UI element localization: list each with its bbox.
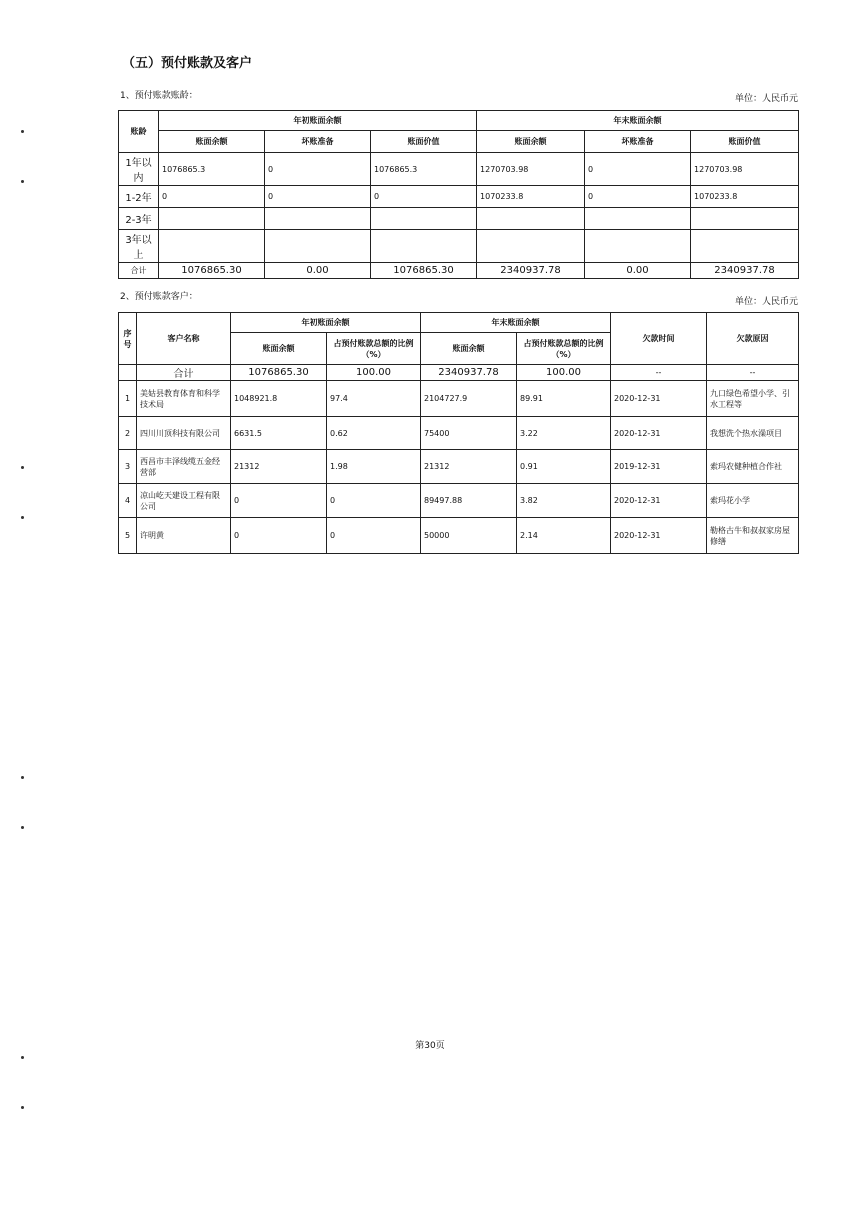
cell: --	[707, 365, 799, 381]
cell: 2020-12-31	[611, 484, 707, 518]
cell: 3.22	[517, 417, 611, 450]
cell: 2104727.9	[421, 381, 517, 417]
header-owe-reason: 欠款原因	[707, 313, 799, 365]
cell: 97.4	[327, 381, 421, 417]
header-end-group: 年末账面余额	[421, 313, 611, 333]
cell: 1048921.8	[231, 381, 327, 417]
section-title: （五）预付账款及客户	[122, 56, 253, 71]
cell	[371, 208, 477, 230]
cell: 2020-12-31	[611, 518, 707, 554]
cell	[691, 208, 799, 230]
cell: 0.00	[265, 263, 371, 279]
cell: 2340937.78	[421, 365, 517, 381]
cell: 2340937.78	[691, 263, 799, 279]
part2-unit: 单位：人民币元	[734, 297, 798, 307]
header-owe-time: 欠款时间	[611, 313, 707, 365]
table-row	[119, 518, 799, 554]
cell: 0	[327, 484, 421, 518]
customer-name: 西昌市丰泽线缆五金经营部	[137, 450, 231, 484]
binding-hole	[21, 180, 24, 183]
row-age: 1-2年	[119, 186, 159, 208]
cell: 50000	[421, 518, 517, 554]
cell	[159, 230, 265, 263]
part2-subtitle: 2、预付账款客户：	[120, 292, 198, 302]
cell	[159, 208, 265, 230]
binding-hole	[21, 776, 24, 779]
total-row	[119, 365, 799, 381]
cell: 0	[265, 153, 371, 186]
cell: 2020-12-31	[611, 381, 707, 417]
cell: 1070233.8	[691, 186, 799, 208]
part1-unit: 单位：人民币元	[734, 94, 798, 104]
table-row	[119, 484, 799, 518]
table-row	[119, 230, 799, 263]
cell	[265, 230, 371, 263]
row-seq: 5	[119, 518, 137, 554]
customer-name: 凉山屹天建设工程有限公司	[137, 484, 231, 518]
cell	[691, 230, 799, 263]
page-number: 第30页	[415, 1041, 445, 1051]
aging-table	[118, 110, 799, 279]
total-label: 合计	[137, 365, 231, 381]
col-header: 占预付账款总额的比例（%）	[517, 333, 611, 365]
customer-name: 美姑县教育体育和科学技术局	[137, 381, 231, 417]
binding-hole	[21, 1056, 24, 1059]
cell: 0	[231, 484, 327, 518]
binding-hole	[21, 130, 24, 133]
cell: 1076865.30	[371, 263, 477, 279]
cell: 0	[371, 186, 477, 208]
binding-hole	[21, 826, 24, 829]
cell	[585, 208, 691, 230]
cell: 1.98	[327, 450, 421, 484]
cell: 1076865.3	[159, 153, 265, 186]
row-age: 2-3年	[119, 208, 159, 230]
table-row	[119, 450, 799, 484]
row-seq: 3	[119, 450, 137, 484]
cell: 100.00	[517, 365, 611, 381]
cell: 九口绿色希望小学、引水工程等	[707, 381, 799, 417]
cell: 0	[159, 186, 265, 208]
cell	[585, 230, 691, 263]
header-end-group: 年末账面余额	[477, 111, 799, 131]
col-header: 坏账准备	[265, 131, 371, 153]
header-seq: 序号	[119, 313, 137, 365]
row-seq: 2	[119, 417, 137, 450]
cell: 0.62	[327, 417, 421, 450]
cell: 勒格古牛和叔叔家房屋修缮	[707, 518, 799, 554]
table-row	[119, 417, 799, 450]
col-header: 账面余额	[421, 333, 517, 365]
cell	[371, 230, 477, 263]
cell: --	[611, 365, 707, 381]
cell: 2340937.78	[477, 263, 585, 279]
cell: 0	[231, 518, 327, 554]
cell: 100.00	[327, 365, 421, 381]
table-row	[119, 208, 799, 230]
cell	[119, 365, 137, 381]
header-age: 账龄	[119, 111, 159, 153]
customer-table	[118, 312, 799, 554]
col-header: 账面余额	[477, 131, 585, 153]
col-header: 账面余额	[231, 333, 327, 365]
cell: 21312	[231, 450, 327, 484]
customer-name: 许明黄	[137, 518, 231, 554]
part1-subtitle: 1、预付账款账龄：	[120, 91, 198, 101]
cell	[477, 208, 585, 230]
header-begin-group: 年初账面余额	[231, 313, 421, 333]
col-header: 账面价值	[691, 131, 799, 153]
cell: 0	[327, 518, 421, 554]
cell: 0.91	[517, 450, 611, 484]
cell: 3.82	[517, 484, 611, 518]
cell	[477, 230, 585, 263]
cell: 1076865.30	[231, 365, 327, 381]
col-header: 账面价值	[371, 131, 477, 153]
binding-hole	[21, 1106, 24, 1109]
cell: 0	[585, 186, 691, 208]
row-age: 3年以上	[119, 230, 159, 263]
col-header: 账面余额	[159, 131, 265, 153]
cell	[265, 208, 371, 230]
cell: 89497.88	[421, 484, 517, 518]
table-row	[119, 381, 799, 417]
cell: 21312	[421, 450, 517, 484]
header-begin-group: 年初账面余额	[159, 111, 477, 131]
cell: 2020-12-31	[611, 417, 707, 450]
cell: 索玛花小学	[707, 484, 799, 518]
customer-name: 四川川顶科技有限公司	[137, 417, 231, 450]
row-seq: 4	[119, 484, 137, 518]
cell: 1270703.98	[477, 153, 585, 186]
table-row	[119, 186, 799, 208]
cell: 我想洗个热水澡项目	[707, 417, 799, 450]
cell: 0	[585, 153, 691, 186]
cell: 6631.5	[231, 417, 327, 450]
cell: 2.14	[517, 518, 611, 554]
cell: 0	[265, 186, 371, 208]
table-row	[119, 153, 799, 186]
cell: 1076865.30	[159, 263, 265, 279]
cell: 75400	[421, 417, 517, 450]
cell: 1070233.8	[477, 186, 585, 208]
binding-hole	[21, 516, 24, 519]
header-customer: 客户名称	[137, 313, 231, 365]
cell: 1076865.3	[371, 153, 477, 186]
total-row	[119, 263, 799, 279]
cell: 索玛农健种植合作社	[707, 450, 799, 484]
binding-hole	[21, 466, 24, 469]
row-age: 1年以内	[119, 153, 159, 186]
cell: 1270703.98	[691, 153, 799, 186]
row-seq: 1	[119, 381, 137, 417]
total-label: 合计	[119, 263, 159, 279]
cell: 2019-12-31	[611, 450, 707, 484]
cell: 89.91	[517, 381, 611, 417]
col-header: 坏账准备	[585, 131, 691, 153]
cell: 0.00	[585, 263, 691, 279]
col-header: 占预付账款总额的比例（%）	[327, 333, 421, 365]
